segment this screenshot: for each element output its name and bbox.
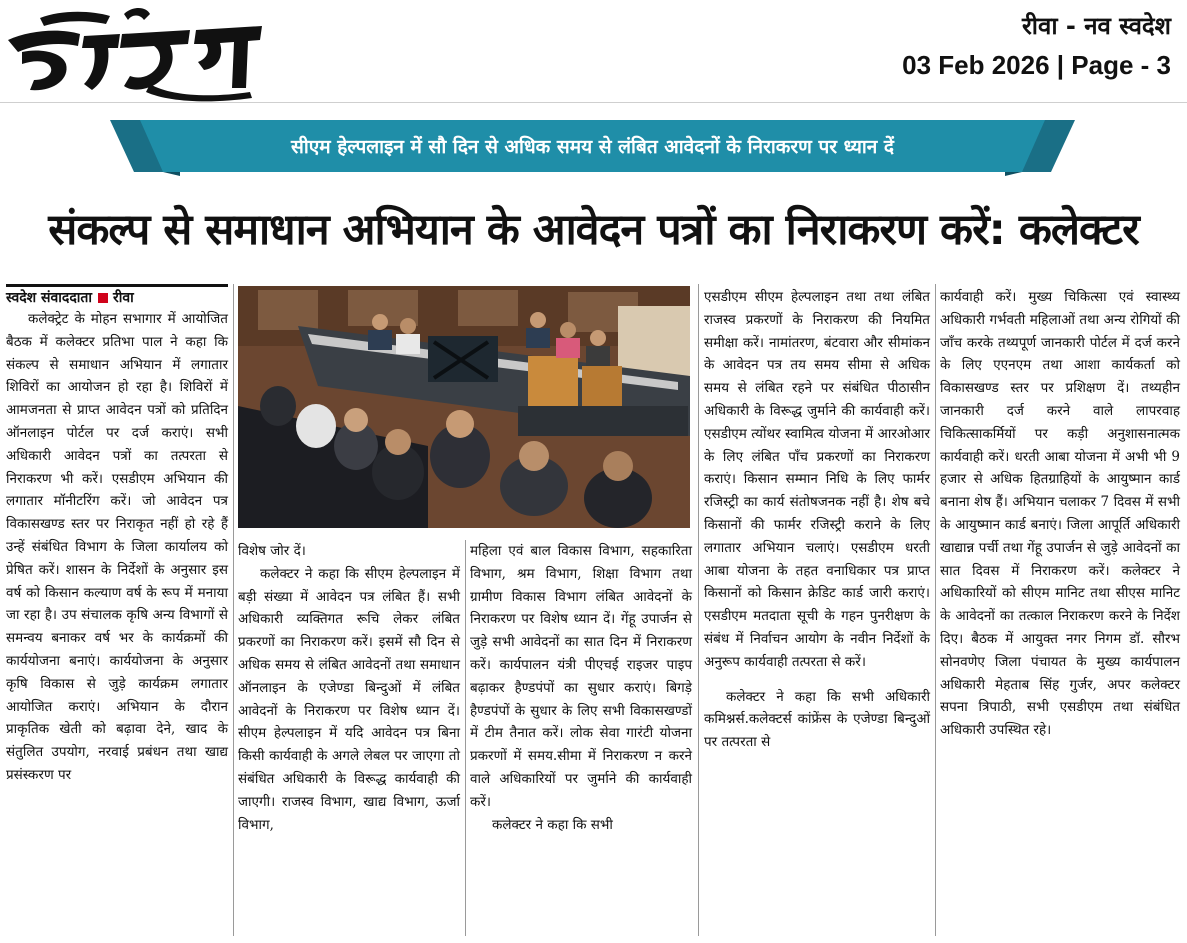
article-column-2 [238, 540, 460, 936]
byline-author: स्वदेश संवाददाता [6, 290, 93, 306]
column-1-text: कलेक्ट्रेट के मोहन सभागार में आयोजित बैठक में कलेक्टर प्रतिभा पाल ने कहा कि संकल्प से समाधान अभियान में लगातार शिविरों का आयोजन हो रहा है। शिविरों में आमजनता से प्राप्त आवेदन पत्रों को प्रतिदिन ऑनलाइन पोर्टल पर दर्ज कराएं। सभी अधिकारी आवेदन पत्रों का तत्परता से निराकरण भी करें। एसडीएम अभियान की लगातार मॉनीटरिंग करें। जो आवेदन पत्र विकासखण्ड स्तर पर निराकृत नहीं हो रहे हैं उन्हें संबंधित विभाग के जिला कार्यालय को प्रेषित करें। शासन के निर्देशों के अनुसार इस वर्ष को किसान कल्याण वर्ष के रूप में मनाया जा रहा है। उप संचालक कृषि अन्य विभागों से समन्वय बनाकर वर्ष भर के कार्यक्रमों की कार्ययोजना बनाएं। कार्ययोजना के अनुसार कृषि विकास से जुड़े कार्यक्रम लगातार आयोजित कराएं। अभियान के दौरान प्राकृतिक खेती को बढ़ावा देने, खाद के संतुलित उपयोग, नरवाई प्रबंधन तथा खाद्य प्रसंस्करण पर [6, 311, 228, 783]
masthead [0, 0, 1187, 104]
masthead-rule [0, 102, 1187, 103]
column-4-text-b: कलेक्टर ने कहा कि सभी अधिकारी कमिश्नर्स.कलेक्टर्स कांफ्रेंस के एजेण्डा बिन्दुओं पर तत्परता से [704, 688, 930, 751]
swadesh-logo [0, 0, 285, 104]
kicker-text: सीएम हेल्पलाइन में सौ दिन से अधिक समय से लंबित आवेदनों के निराकरण पर ध्यान दें [290, 136, 895, 158]
byline-marker-icon [98, 293, 108, 303]
logo-text: स्वदेश [0, 0, 3, 1]
column-3-text-a: महिला एवं बाल विकास विभाग, सहकारिता विभाग, श्रम विभाग, शिक्षा विभाग तथा ग्रामीण विकास विभाग लंबित आवेदनों के निराकरण पर विशेष ध्यान दें। गेंहू उपार्जन से जुड़े सभी आवेदनों का सात दिन में निराकरण करें। कार्यपालन यंत्री पीएचई राइजर पाइप बढ़ाकर हैण्डपंपों का सुधार कराएं। बिगड़े हैण्डपंपों के सुधार के लिए सभी विकासखण्डों में टीम तैनात करें। लोक सेवा गारंटी योजना प्रकरणों में समय.सीमा में निराकरण न करने वाले अधिकारियों पर जुर्माने की कार्यवाही करें। [470, 543, 692, 810]
column-rule [935, 284, 936, 936]
column-3-text-b: कलेक्टर ने कहा कि सभी [492, 816, 613, 833]
edition-name: रीवा - नव स्वदेश [1021, 12, 1171, 40]
edition-block [902, 10, 1171, 82]
column-4-text-a: एसडीएम सीएम हेल्पलाइन तथा तथा लंबित राजस्व प्रकरणों के निराकरण की नियमित समीक्षा करें। नामांतरण, बंटवारा और सीमांकन के आवेदन पत्र तय समय सीमा से अधिक समय से लंबित रहने पर संबंधित पीठासीन अधिकारी के विरूद्ध जुर्माने की कार्यवाही करें। एसडीएम त्योंथर स्वामित्व योजना में आरओआर के लिए लंबित पाँच प्रकरणों का निराकरण कराएं। किसान सम्मान निधि के लिए फार्मर रजिस्ट्री का कार्य संतोषजनक नहीं है। शेष बचे किसानों की फार्मर रजिस्ट्री कराने के लिए लगातार अभियान चलाएं। एसडीएम धरती आबा योजना के तहत वनाधिकार पत्र प्राप्त किसानों को किसान क्रेडिट कार्ड जारी कराएं। एसडीएम मतदाता सूची के गहन पुनरीक्षण के संबंध में निर्वाचन आयोग के नवीन निर्देशों के अनुरूप कार्यवाही तत्परता से करें। [704, 289, 930, 670]
headline: संकल्प से समाधान अभियान के आवेदन पत्रों का निराकरण करें: कलेक्टर [48, 205, 1139, 255]
article-column-3 [470, 540, 692, 936]
meeting-photo-illustration [238, 286, 690, 528]
kicker-band [110, 120, 1075, 176]
meeting-photo [238, 286, 690, 528]
column-2-text-b: कलेक्टर ने कहा कि सीएम हेल्पलाइन में बड़ी संख्या में आवेदन पत्र लंबित हैं। सभी अधिकारी व्यक्तिगत रूचि लेकर लंबित प्रकरणों का निराकरण करें। इसमें सौ दिन से अधिक समय से लंबित आवेदनों तथा समाधान ऑनलाइन के एजेण्डा बिन्दुओं में लंबित आवेदनों के निराकरण पर विशेष ध्यान दें। सीएम हेल्पलाइन में यदि आवेदन पत्र बिना किसी कार्यवाही के अगले लेबल पर जाएगा तो संबंधित अधिकारी के विरूद्ध कार्यवाही की जाएगी। राजस्व विभाग, खाद्य विभाग, ऊर्जा विभाग, [238, 565, 460, 833]
column-2-text-a: विशेष जोर दें। [238, 543, 306, 559]
byline [6, 284, 228, 306]
byline-place: रीवा [113, 290, 134, 306]
article-column-5 [940, 286, 1180, 936]
edition-date-page: 03 Feb 2026 | Page - 3 [902, 50, 1171, 80]
article-column-1 [6, 308, 228, 936]
column-rule [698, 284, 699, 936]
column-5-text: कार्यवाही करें। मुख्य चिकित्सा एवं स्वास्थ्य अधिकारी गर्भवती महिलाओं तथा अन्य रोगियों की जाँच करके तथ्यपूर्ण जानकारी पोर्टल में दर्ज करने के लिए एएनएम तथा आशा कार्यकर्ता को विकासखण्ड स्तर पर प्रशिक्षण दें। तथ्यहीन जानकारी दर्ज करने वाले लापरवाह चिकित्साकर्मियों पर कड़ी अनुशासनात्मक कार्यवाही करें। धरती आबा योजना में अभी भी 9 हजार से अधिक हितग्राहियों के आयुष्मान कार्ड बनाना शेष हैं। अभियान चलाकर 7 दिवस में सभी के आयुष्मान कार्ड बनाएं। जिला आपूर्ति अधिकारी खाद्यान्न पर्ची तथा गेंहू उपार्जन से जुड़े आवेदनों का सात दिवस में निराकरण करें। कलेक्टर ने अधिकारियों को सीएम मानिट तथा सीएस मानिट के आवेदनों का तत्काल निराकरण करने के निर्देश दिए। बैठक में आयुक्त नगर निगम डॉ. सौरभ सोनवणेए जिला पंचायत के मुख्य कार्यपालन अधिकारी मेहताब सिंह गुर्जर, अपर कलेक्टर सपना त्रिपाठी, सभी एसडीएम तथा संबंधित अधिकारी उपस्थित रहे। [940, 289, 1180, 739]
column-rule [233, 284, 234, 936]
column-rule [465, 540, 466, 936]
article-column-4 [704, 286, 930, 936]
